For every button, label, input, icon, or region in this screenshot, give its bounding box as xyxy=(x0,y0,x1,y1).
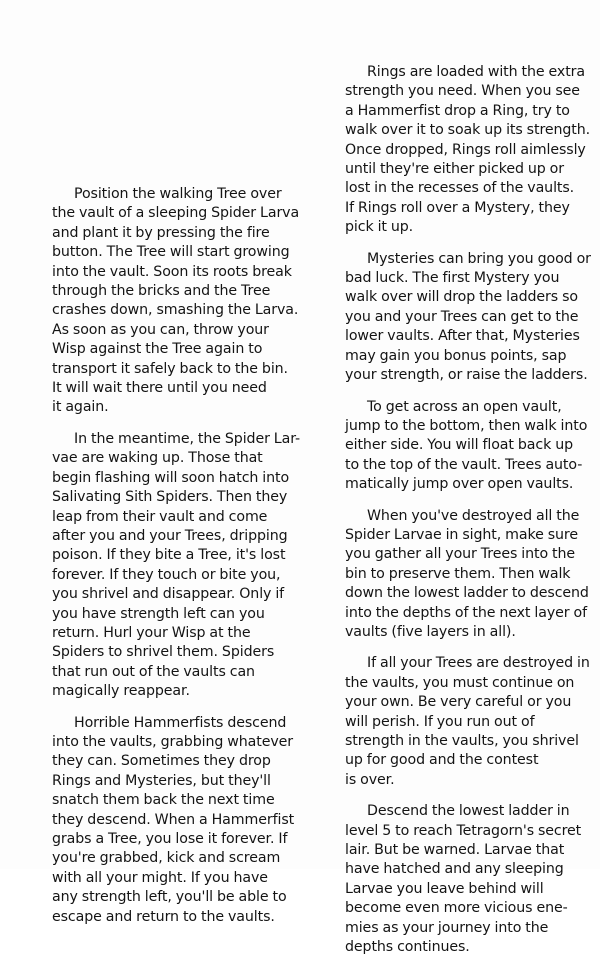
text-line: button. The Tree will start growing xyxy=(52,244,290,261)
text-line: poison. If they bite a Tree, it's lost xyxy=(52,547,286,564)
text-line: either side. You will float back up xyxy=(345,437,573,454)
text-line: until they're either picked up or xyxy=(345,161,564,178)
text-line: to the top of the vault. Trees auto- xyxy=(345,456,583,473)
text-line: your own. Be very careful or you xyxy=(345,694,572,711)
text-line: If all your Trees are destroyed in xyxy=(367,655,590,672)
text-line: Rings and Mysteries, but they'll xyxy=(52,772,271,789)
right-paragraph-3 xyxy=(345,398,600,495)
text-line: Once dropped, Rings roll aimlessly xyxy=(345,141,586,158)
text-line: any strength left, you'll be able to xyxy=(52,889,287,906)
text-line: you shrivel and disappear. Only if xyxy=(52,586,285,603)
text-line: matically jump over open vaults. xyxy=(345,476,574,493)
text-line: magically reappear. xyxy=(52,683,190,700)
right-paragraph-2 xyxy=(345,250,600,386)
left-paragraph-3 xyxy=(52,714,322,927)
text-line: lower vaults. After that, Mysteries xyxy=(345,328,580,345)
text-line: As soon as you can, throw your xyxy=(52,321,269,338)
text-line: and plant it by pressing the fire xyxy=(52,224,270,241)
text-line: return. Hurl your Wisp at the xyxy=(52,624,251,641)
text-line: strength in the vaults, you shrivel xyxy=(345,733,579,749)
right-column xyxy=(345,63,600,969)
text-line: If Rings roll over a Mystery, they xyxy=(345,199,570,216)
text-line: up for good and the contest xyxy=(345,752,539,769)
text-line: into the vault. Soon its roots break xyxy=(52,263,292,280)
text-line: level 5 to reach Tetragorn's secret xyxy=(345,822,582,839)
text-line: vae are waking up. Those that xyxy=(52,450,263,467)
text-line: may gain you bonus points, sap xyxy=(345,347,567,364)
text-line: bin to preserve them. Then walk xyxy=(345,565,571,582)
text-line: jump to the bottom, then walk into xyxy=(345,417,588,434)
text-line: walk over will drop the ladders so xyxy=(345,289,578,306)
text-line: the vault of a sleeping Spider Larva xyxy=(52,205,300,222)
text-line: strength you need. When you see xyxy=(345,83,580,100)
text-line: is over. xyxy=(345,771,395,788)
text-line: mies as your journey into the xyxy=(345,919,549,936)
text-line: the vaults, you must continue on xyxy=(345,674,575,691)
text-line: lost in the recesses of the vaults. xyxy=(345,180,575,197)
text-line: Salivating Sith Spiders. Then they xyxy=(52,489,288,506)
text-line: bad luck. The first Mystery you xyxy=(345,270,560,287)
text-line: vaults (five layers in all). xyxy=(345,623,516,640)
text-line: you have strength left can you xyxy=(52,605,265,622)
text-line: leap from their vault and come xyxy=(52,508,268,525)
text-line: that run out of the vaults can xyxy=(52,663,255,680)
text-line: through the bricks and the Tree xyxy=(52,283,271,300)
text-line: Position the walking Tree over xyxy=(74,186,282,202)
text-line: Horrible Hammerfists descend xyxy=(74,714,287,731)
right-paragraph-4 xyxy=(345,507,600,643)
text-line: Larvae you leave behind will xyxy=(345,880,544,897)
text-line: lair. But be warned. Larvae that xyxy=(345,842,565,859)
text-line: your strength, or raise the ladders. xyxy=(345,367,588,384)
text-line: Wisp against the Tree again to xyxy=(52,341,263,358)
right-paragraph-5 xyxy=(345,654,600,790)
text-line: after you and your Trees, dripping xyxy=(52,527,288,544)
text-line: you're grabbed, kick and scream xyxy=(52,850,281,867)
left-paragraph-2 xyxy=(52,430,322,702)
text-line: Rings are loaded with the extra xyxy=(367,64,585,80)
text-line: into the vaults, grabbing whatever xyxy=(52,733,294,750)
text-line: snatch them back the next time xyxy=(52,792,275,809)
text-line: with all your might. If you have xyxy=(52,869,268,886)
left-paragraph-1 xyxy=(52,185,322,418)
text-line: In the meantime, the Spider Lar- xyxy=(74,430,301,447)
text-line: into the depths of the next layer of xyxy=(345,604,587,621)
text-line: become even more vicious ene- xyxy=(345,900,568,917)
text-line: Spider Larvae in sight, make sure xyxy=(345,526,578,543)
text-line: forever. If they touch or bite you, xyxy=(52,566,281,583)
text-line: crashes down, smashing the Larva. xyxy=(52,302,299,319)
text-line: they descend. When a Hammerfist xyxy=(52,811,295,828)
text-line: walk over it to soak up its strength. xyxy=(345,122,591,139)
text-line: down the lowest ladder to descend xyxy=(345,585,589,602)
left-column xyxy=(52,185,322,939)
text-line: begin flashing will soon hatch into xyxy=(52,469,290,486)
text-line: grabs a Tree, you lose it forever. If xyxy=(52,831,288,847)
text-line: it again. xyxy=(52,399,109,416)
text-line: a Hammerfist drop a Ring, try to xyxy=(345,102,570,119)
text-line: they can. Sometimes they drop xyxy=(52,753,271,770)
text-line: have hatched and any sleeping xyxy=(345,861,564,878)
text-line: will perish. If you run out of xyxy=(345,713,535,730)
text-line: When you've destroyed all the xyxy=(367,507,580,524)
right-paragraph-6 xyxy=(345,802,600,957)
text-line: Spiders to shrivel them. Spiders xyxy=(52,644,275,661)
text-line: you and your Trees can get to the xyxy=(345,308,579,325)
text-line: escape and return to the vaults. xyxy=(52,908,275,925)
text-line: To get across an open vault, xyxy=(367,398,562,415)
text-line: you gather all your Trees into the xyxy=(345,546,576,563)
text-line: pick it up. xyxy=(345,219,414,236)
text-line: depths continues. xyxy=(345,939,470,956)
text-line: transport it safely back to the bin. xyxy=(52,360,288,377)
text-line: Descend the lowest ladder in xyxy=(367,803,570,820)
text-line: It will wait there until you need xyxy=(52,380,267,397)
right-paragraph-1 xyxy=(345,63,600,238)
text-line: Mysteries can bring you good or xyxy=(367,250,591,267)
